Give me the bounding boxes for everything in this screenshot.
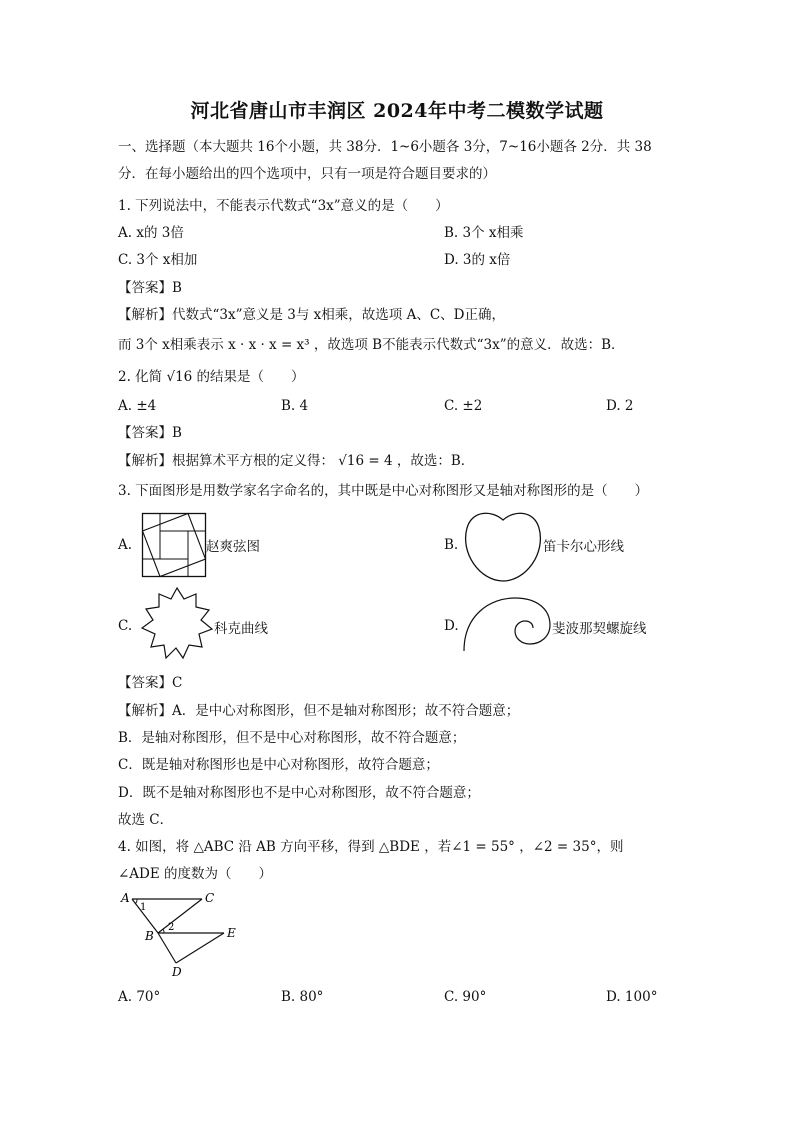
angle-1-label: 1 xyxy=(140,902,147,913)
q1-option-b: B. 3个 x相乘 xyxy=(444,225,524,241)
q3-analysis-line3: C．既是轴对称图形也是中心对称图形，故符合题意； xyxy=(118,757,439,773)
q3-option-d-letter: D. xyxy=(444,618,459,634)
q1-stem: 1. 下列说法中，不能表示代数式“3x”意义的是（ ） xyxy=(118,198,449,214)
q2-stem: 2. 化简 √16 的结果是（ ） xyxy=(118,369,305,385)
label-d: D xyxy=(172,965,182,979)
q3-stem: 3. 下面图形是用数学家名字命名的，其中既是中心对称图形又是轴对称图形的是（ ） xyxy=(118,483,649,499)
label-e: E xyxy=(227,926,236,940)
q1-option-c: C. 3个 x相加 xyxy=(118,252,198,268)
q3-answer: 【答案】C xyxy=(118,675,183,691)
q2-option-c: C. ±2 xyxy=(444,398,483,414)
translation-triangle-figure xyxy=(116,888,246,980)
q3-analysis-line4: D．既不是轴对称图形也不是中心对称图形，故不符合题意； xyxy=(118,785,480,801)
q4-stem-line2: ∠ADE 的度数为（ ） xyxy=(118,866,273,882)
q2-option-a: A. ±4 xyxy=(118,398,157,414)
q4-option-b: B. 80° xyxy=(281,989,324,1005)
q3-option-b-caption: 笛卡尔心形线 xyxy=(543,539,624,555)
q4-option-d: D. 100° xyxy=(606,989,658,1005)
label-b: B xyxy=(145,929,154,943)
q3-analysis-line1: 【解析】A．是中心对称图形，但不是轴对称图形；故不符合题意； xyxy=(118,703,520,719)
section-instructions-line1: 一、选择题（本大题共 16个小题，共 38分．1~6小题各 3分，7~16小题各 2分．共 38 xyxy=(118,139,652,155)
q4-option-c: C. 90° xyxy=(444,989,487,1005)
angle-2-label: 2 xyxy=(168,922,175,933)
koch-curve-figure xyxy=(138,585,216,663)
q1-answer: 【答案】B xyxy=(118,280,182,296)
label-a: A xyxy=(121,891,130,905)
q4-stem-line1: 4. 如图，将 △ABC 沿 AB 方向平移，得到 △BDE ，若∠1 = 55° ，∠2 = 35°，则 xyxy=(118,839,624,855)
page-title: 河北省唐山市丰润区 2024年中考二模数学试题 xyxy=(190,100,604,122)
q1-option-a: A. x的 3倍 xyxy=(118,225,184,241)
q3-option-a-letter: A. xyxy=(118,537,133,553)
section-instructions-line2: 分．在每小题给出的四个选项中，只有一项是符合题目要求的） xyxy=(118,166,496,182)
q1-analysis-line2: 而 3个 x相乘表示 x · x · x = x³ ，故选项 B不能表示代数式“3x”的意义．故选：B． xyxy=(118,337,625,353)
q1-option-d: D. 3的 x倍 xyxy=(444,252,511,268)
q3-option-c-letter: C. xyxy=(118,618,133,634)
fibonacci-spiral-figure xyxy=(460,595,552,653)
q3-option-c-caption: 科克曲线 xyxy=(214,621,268,637)
q2-analysis: 【解析】根据算术平方根的定义得： √16 = 4 ，故选：B． xyxy=(118,453,475,469)
cardioid-figure xyxy=(462,508,544,584)
q2-option-b: B. 4 xyxy=(281,398,309,414)
zhao-shuang-figure xyxy=(141,512,207,578)
q3-analysis-line5: 故选 C． xyxy=(118,812,174,828)
q4-option-a: A. 70° xyxy=(118,989,161,1005)
label-c: C xyxy=(205,891,215,905)
q2-answer: 【答案】B xyxy=(118,425,182,441)
q3-option-d-caption: 斐波那契螺旋线 xyxy=(552,621,647,637)
q2-option-d: D. 2 xyxy=(606,398,634,414)
q3-analysis-line2: B．是轴对称图形，但不是中心对称图形，故不符合题意； xyxy=(118,730,466,746)
q3-option-b-letter: B. xyxy=(444,537,459,553)
q1-analysis-line1: 【解析】代数式“3x”意义是 3与 x相乘，故选项 A、C、D正确， xyxy=(118,307,505,323)
q3-option-a-caption: 赵爽弦图 xyxy=(206,539,260,555)
